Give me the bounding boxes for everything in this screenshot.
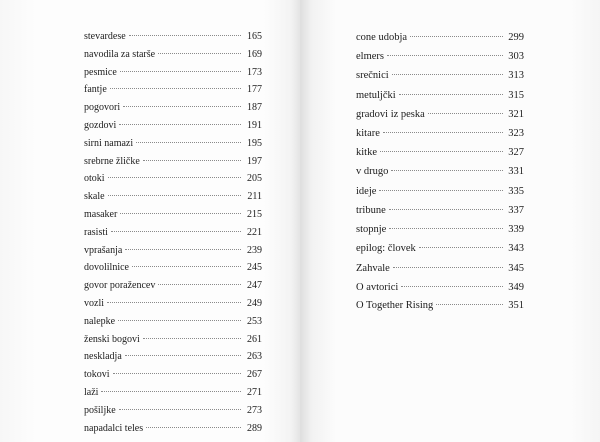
toc-entry <box>84 28 262 46</box>
toc-entry-page-number: 165 <box>247 31 262 42</box>
toc-entry-title: rasisti <box>84 226 108 238</box>
toc-entry <box>84 420 262 438</box>
dot-leader <box>146 427 241 428</box>
toc-entry-page-number: 315 <box>508 89 524 101</box>
dot-leader <box>401 286 503 287</box>
dot-leader <box>101 391 241 392</box>
toc-entry-title: kitke <box>356 147 377 159</box>
toc-entry-page-number: 323 <box>508 127 524 139</box>
dot-leader <box>389 228 503 229</box>
dot-leader <box>119 124 241 125</box>
dot-leader <box>107 302 241 303</box>
toc-entry-title: v drugo <box>356 166 389 178</box>
toc-entry-page-number: 351 <box>508 300 524 311</box>
toc-entry-title: O avtorici <box>356 281 399 293</box>
dot-leader <box>132 266 241 267</box>
toc-entry-page-number: 273 <box>247 404 262 416</box>
dot-leader <box>419 247 503 248</box>
dot-leader <box>158 53 241 54</box>
toc-entry <box>84 81 262 99</box>
toc-entry-page-number: 313 <box>508 70 524 82</box>
toc-entry-page-number: 211 <box>247 191 262 203</box>
toc-entry-title: nalepke <box>84 315 116 327</box>
toc-entry <box>84 153 262 171</box>
toc-entry-title: cone udobja <box>356 32 408 43</box>
dot-leader <box>392 74 503 75</box>
toc-entry-title: Zahvale <box>356 263 390 274</box>
dot-leader <box>111 231 241 232</box>
toc-entry <box>84 135 262 153</box>
toc-entry-page-number: 239 <box>247 244 262 256</box>
toc-entry-title: kitare <box>356 127 380 139</box>
toc-entry <box>84 117 262 135</box>
toc-entry <box>84 366 262 384</box>
dot-leader <box>119 409 241 410</box>
toc-entry-page-number: 261 <box>247 333 262 345</box>
dot-leader <box>393 267 503 268</box>
toc-entry <box>356 220 524 239</box>
toc-entry-title: napadalci teles <box>84 422 144 434</box>
dot-leader <box>123 106 241 107</box>
toc-entry-page-number: 345 <box>508 263 524 274</box>
toc-entry-title: laži <box>84 386 99 398</box>
toc-entry <box>84 402 262 420</box>
dot-leader <box>428 113 503 114</box>
toc-entry-title: sirni namazi <box>84 137 134 149</box>
toc-entry-title: tokovi <box>84 369 110 381</box>
toc-entry-page-number: 267 <box>247 369 262 381</box>
dot-leader <box>383 132 503 133</box>
toc-entry <box>356 66 524 85</box>
toc-entry-title: srebrne žličke <box>84 155 140 167</box>
dot-leader <box>379 190 503 191</box>
toc-entry <box>356 143 524 162</box>
toc-entry-title: stevardese <box>84 31 126 42</box>
toc-entry-page-number: 187 <box>247 102 262 114</box>
toc-entry-page-number: 195 <box>247 137 262 149</box>
toc-entry <box>84 242 262 260</box>
toc-entry-page-number: 289 <box>247 422 262 434</box>
dot-leader <box>120 71 241 72</box>
toc-entry-page-number: 331 <box>508 166 524 178</box>
dot-leader <box>158 284 241 285</box>
toc-entry-page-number: 253 <box>247 315 262 327</box>
toc-entry-page-number: 339 <box>508 223 524 235</box>
toc-entry-page-number: 245 <box>247 262 262 274</box>
toc-entry <box>84 384 262 402</box>
toc-entry <box>84 188 262 206</box>
toc-entry-title: ženski bogovi <box>84 333 140 345</box>
toc-entry-title: epilog: človek <box>356 243 416 255</box>
dot-leader <box>125 249 241 250</box>
toc-entry-title: gradovi iz peska <box>356 108 425 120</box>
toc-entry-title: pošiljke <box>84 404 116 416</box>
dot-leader <box>391 170 503 171</box>
toc-entry <box>356 279 524 298</box>
toc-entry <box>356 201 524 220</box>
toc-entry-title: srečnici <box>356 70 389 82</box>
dot-leader <box>120 213 241 214</box>
toc-entry-page-number: 299 <box>508 32 524 43</box>
toc-entry-page-number: 191 <box>247 119 262 131</box>
toc-list-left <box>84 28 262 437</box>
toc-entry-title: vprašanja <box>84 244 123 256</box>
toc-entry-title: gozdovi <box>84 119 117 131</box>
toc-entry-title: dovolilnice <box>84 262 129 274</box>
dot-leader <box>436 304 503 305</box>
toc-entry <box>356 260 524 279</box>
toc-entry-title: fantje <box>84 84 107 96</box>
dot-leader <box>143 160 241 161</box>
toc-entry-title: skale <box>84 191 105 203</box>
dot-leader <box>110 88 241 89</box>
toc-entry-title: vozli <box>84 297 104 309</box>
toc-entry <box>84 224 262 242</box>
toc-entry-page-number: 215 <box>247 208 262 220</box>
toc-entry <box>356 47 524 66</box>
right-page <box>300 0 600 442</box>
toc-entry-page-number: 271 <box>247 386 262 398</box>
toc-list-back-matter <box>356 260 524 316</box>
dot-leader <box>387 55 503 56</box>
toc-entry-title: pogovori <box>84 102 121 114</box>
toc-entry-page-number: 221 <box>247 226 262 238</box>
dot-leader <box>136 142 241 143</box>
toc-entry <box>356 105 524 124</box>
toc-entry <box>84 277 262 295</box>
toc-entry-title: tribune <box>356 204 386 216</box>
toc-entry-page-number: 343 <box>508 243 524 255</box>
toc-entry <box>84 313 262 331</box>
toc-entry-title: govor poražencev <box>84 280 156 292</box>
dot-leader <box>129 35 241 36</box>
toc-entry-page-number: 177 <box>247 84 262 96</box>
toc-entry-title: stopnje <box>356 223 387 235</box>
dot-leader <box>108 177 241 178</box>
dot-leader <box>410 36 503 37</box>
toc-entry-page-number: 249 <box>247 297 262 309</box>
dot-leader <box>113 373 241 374</box>
toc-entry <box>356 297 524 316</box>
toc-entry-page-number: 327 <box>508 147 524 159</box>
toc-entry <box>84 331 262 349</box>
toc-entry-title: O Together Rising <box>356 300 434 311</box>
toc-entry <box>356 162 524 181</box>
toc-entry-title: pesmice <box>84 66 117 78</box>
toc-entry-title: otoki <box>84 173 105 185</box>
toc-entry-page-number: 263 <box>247 351 262 363</box>
toc-entry-page-number: 173 <box>247 66 262 78</box>
toc-entry-page-number: 205 <box>247 173 262 185</box>
toc-entry <box>84 170 262 188</box>
toc-entry <box>84 46 262 64</box>
toc-entry <box>84 99 262 117</box>
toc-entry <box>356 182 524 201</box>
toc-entry <box>84 206 262 224</box>
toc-entry <box>356 28 524 47</box>
toc-entry <box>356 124 524 143</box>
dot-leader <box>143 338 241 339</box>
dot-leader <box>108 195 241 196</box>
toc-entry-title: navodila za starše <box>84 48 156 60</box>
toc-entry <box>84 64 262 82</box>
dot-leader <box>380 151 503 152</box>
dot-leader <box>125 355 241 356</box>
toc-entry <box>84 295 262 313</box>
toc-entry-page-number: 321 <box>508 108 524 120</box>
toc-entry-title: ideje <box>356 185 377 197</box>
dot-leader <box>118 320 241 321</box>
toc-entry-title: neskladja <box>84 351 122 363</box>
toc-entry <box>84 259 262 277</box>
toc-entry-page-number: 247 <box>247 280 262 292</box>
dot-leader <box>399 94 503 95</box>
toc-entry-page-number: 197 <box>247 155 262 167</box>
toc-entry-page-number: 349 <box>508 281 524 293</box>
dot-leader <box>389 209 503 210</box>
toc-list-right <box>356 28 524 258</box>
toc-entry-page-number: 335 <box>508 185 524 197</box>
toc-entry-title: masaker <box>84 208 118 220</box>
toc-entry-page-number: 169 <box>247 48 262 60</box>
toc-entry-page-number: 303 <box>508 51 524 63</box>
toc-entry <box>356 86 524 105</box>
toc-entry-page-number: 337 <box>508 204 524 216</box>
toc-entry <box>84 348 262 366</box>
toc-entry-title: metuljčki <box>356 89 396 101</box>
toc-entry <box>356 239 524 258</box>
toc-entry-title: elmers <box>356 51 384 63</box>
